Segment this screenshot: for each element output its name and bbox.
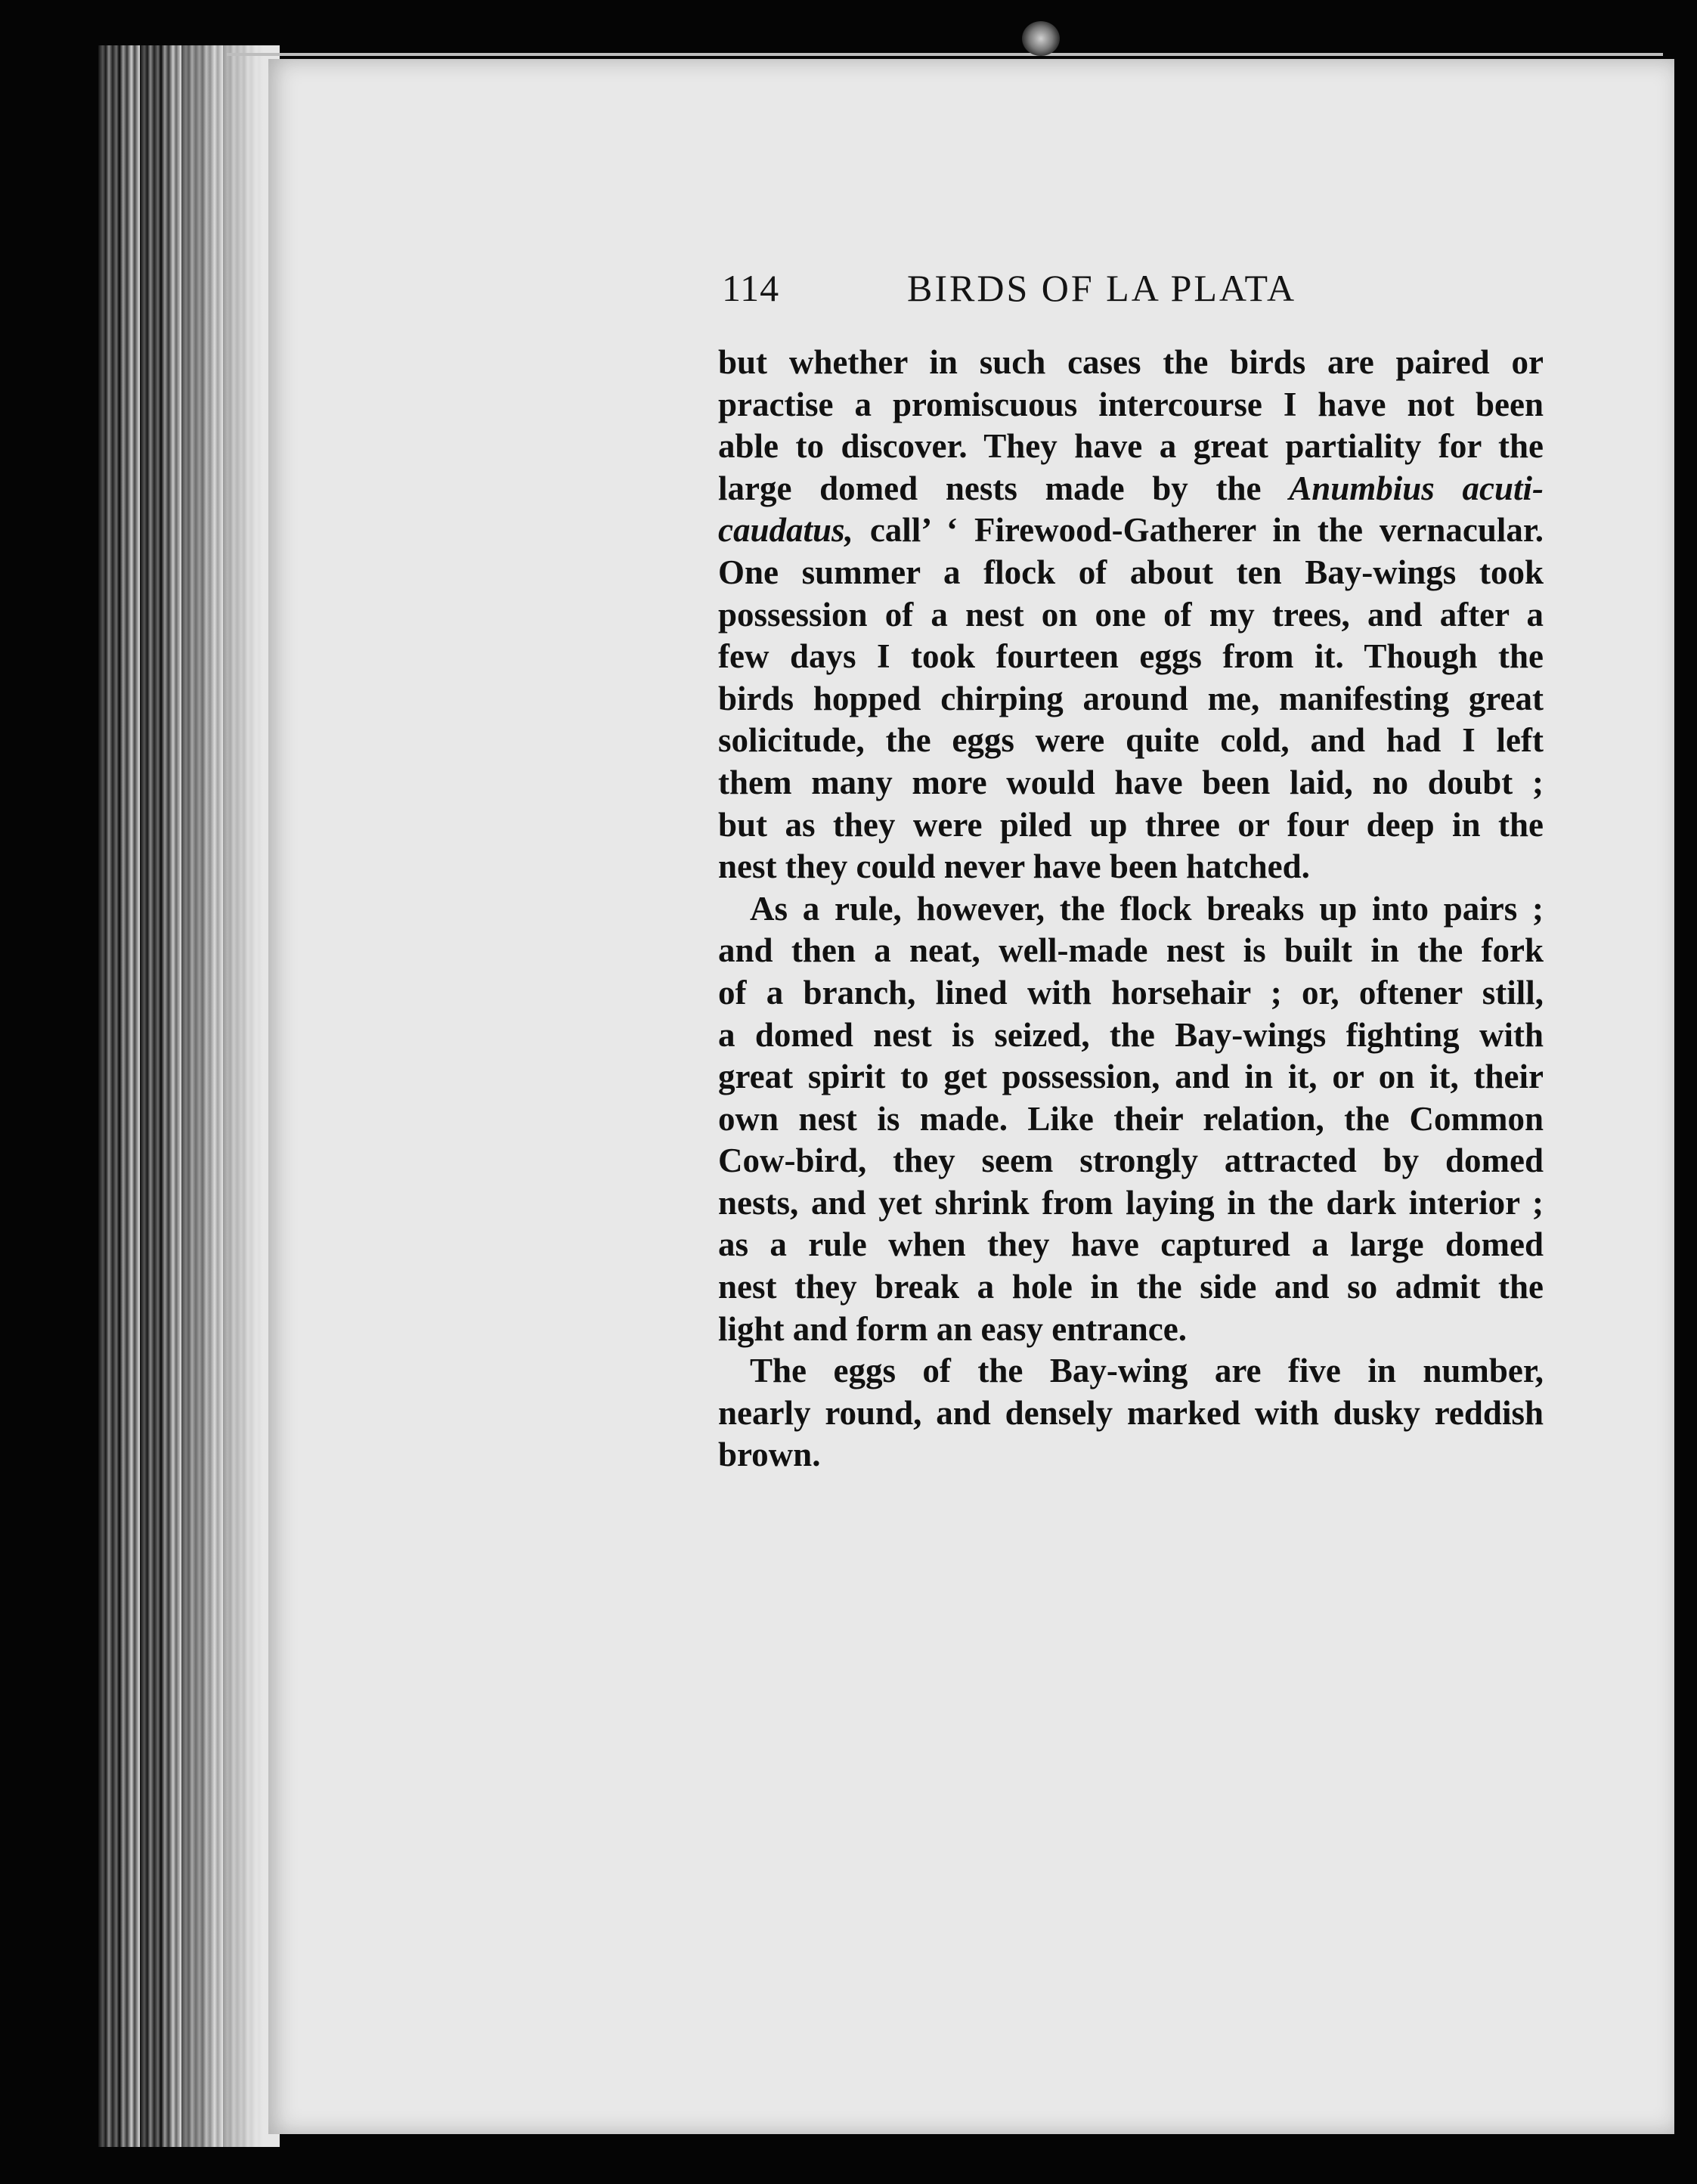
text-line: great spirit to get possession, and in it, or on it, their (718, 1058, 1544, 1096)
running-header (722, 266, 1553, 319)
text-line (718, 468, 1544, 510)
text-line: practise a promiscuous intercourse I have not been (718, 385, 1544, 423)
text-line: and then a neat, well-made nest is built in the fork (718, 931, 1544, 970)
text-line: nearly round, and densely marked with dusky reddish (718, 1393, 1544, 1432)
text-line: of a branch, lined with horsehair ; or, oftener still, (718, 973, 1544, 1011)
body-text (718, 342, 1544, 1476)
text-line: but as they were piled up three or four deep in the (718, 805, 1544, 844)
page-gutter-shadow (174, 45, 280, 2147)
text-line: few days I took fourteen eggs from it. Though the (718, 637, 1544, 676)
text-line: but whether in such cases the birds are paired or (718, 343, 1544, 381)
species-name-italic: Anumbius acuti- (1289, 469, 1544, 507)
species-name-italic: caudatus, (718, 511, 853, 550)
text-span: call’ ‘ Firewood-Gatherer in the vernacular. (853, 511, 1544, 550)
text-line: Cow-bird, they seem strongly attracted by domed (718, 1142, 1544, 1180)
running-title: BIRDS OF LA PLATA (907, 267, 1297, 309)
text-line: own nest is made. Like their relation, the Common (718, 1099, 1544, 1138)
text-line: As a rule, however, the flock breaks up into pairs ; (750, 889, 1544, 928)
text-line: One summer a flock of about ten Bay-wings took (718, 553, 1544, 591)
text-line: as a rule when they have captured a large domed (718, 1225, 1544, 1264)
text-line: able to discover. They have a great partiality for the (718, 427, 1544, 466)
text-line: The eggs of the Bay-wing are five in number, (750, 1352, 1544, 1390)
text-line: nest they break a hole in the side and so admit the (718, 1268, 1544, 1306)
text-line: light and form an easy entrance. (718, 1309, 1187, 1348)
text-line: them many more would have been laid, no doubt ; (718, 763, 1544, 801)
page-top-edge (227, 53, 1663, 56)
text-line: nests, and yet shrink from laying in the dark interior ; (718, 1183, 1544, 1222)
text-line: possession of a nest on one of my trees, and after a (718, 595, 1544, 634)
text-line: solicitude, the eggs were quite cold, and had I left (718, 721, 1544, 760)
binding-ornament-icon (1022, 21, 1060, 56)
page-number: 114 (722, 267, 780, 309)
text-line: a domed nest is seized, the Bay-wings fighting with (718, 1015, 1544, 1054)
text-line: nest they could never have been hatched. (718, 847, 1310, 886)
text-line: brown. (718, 1436, 821, 1474)
text-line (718, 510, 1544, 552)
text-span: large domed nests made by the (718, 469, 1290, 507)
text-line: birds hopped chirping around me, manifesting great (718, 679, 1544, 717)
